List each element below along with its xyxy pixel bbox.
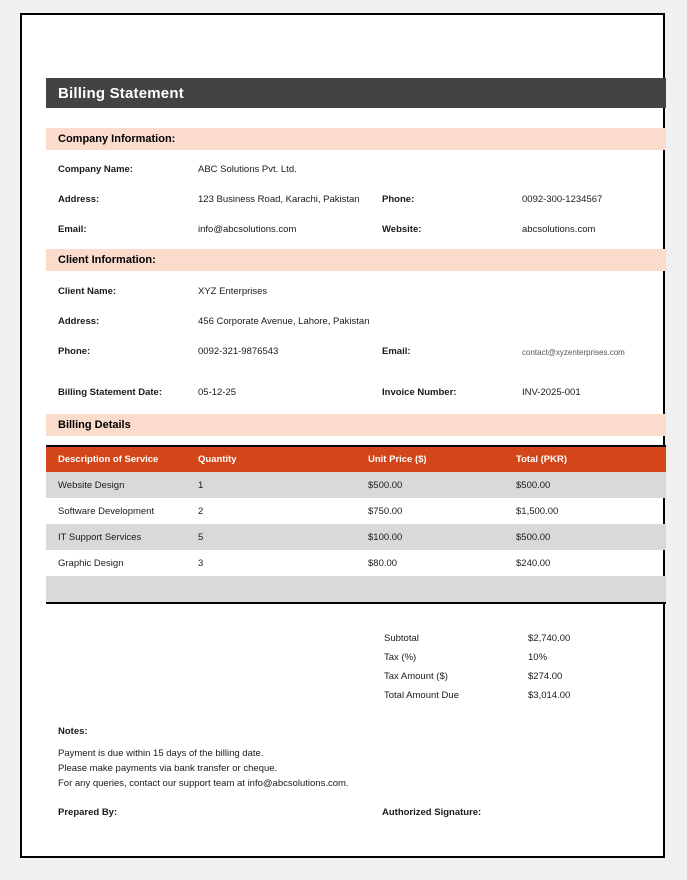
value-client-phone: 0092-321-9876543 (198, 346, 279, 357)
cell-unit-price: $750.00 (368, 505, 403, 517)
table-row-empty (46, 576, 666, 602)
cell-description: IT Support Services (58, 531, 142, 543)
table-header-row (46, 447, 666, 472)
value-client-name: XYZ Enterprises (198, 286, 268, 297)
table-row (46, 498, 666, 524)
cell-description: Graphic Design (58, 557, 124, 569)
column-header-total: Total (PKR) (516, 454, 568, 465)
notes-line: Please make payments via bank transfer or cheque. (58, 763, 278, 774)
column-header-description: Description of Service (58, 454, 159, 465)
label-billing-statement-date: Billing Statement Date: (58, 387, 162, 398)
value-client-address: 456 Corporate Avenue, Lahore, Pakistan (198, 316, 370, 327)
cell-description: Software Development (58, 505, 155, 517)
cell-quantity: 5 (198, 531, 204, 543)
cell-total: $500.00 (516, 531, 551, 543)
label-total-amount-due: Total Amount Due (384, 690, 459, 701)
cell-unit-price: $500.00 (368, 479, 403, 491)
field-row-company-email (46, 224, 666, 240)
field-row-client-phone (46, 346, 666, 362)
table-row (46, 550, 666, 576)
label-company-email: Email: (58, 224, 87, 235)
value-company-name: ABC Solutions Pvt. Ltd. (198, 164, 297, 175)
section-header-company-information (46, 128, 666, 150)
value-billing-statement-date: 05-12-25 (198, 387, 237, 398)
value-subtotal: $2,740.00 (528, 633, 571, 644)
section-header-billing-label: Billing Details (58, 419, 131, 431)
label-prepared-by: Prepared By: (58, 807, 118, 818)
field-row-company-name (46, 164, 666, 180)
notes-title: Notes: (58, 726, 88, 737)
totals-row-tax-percent (46, 652, 666, 671)
totals-row-total-due (46, 690, 666, 709)
column-header-quantity: Quantity (198, 454, 237, 465)
cell-total: $240.00 (516, 557, 551, 569)
table-row (46, 524, 666, 550)
section-header-client-information (46, 249, 666, 271)
signature-row (46, 807, 666, 823)
notes-body (58, 746, 349, 791)
cell-total: $1,500.00 (516, 505, 559, 517)
value-client-email: contact@xyzenterprises.com (522, 348, 625, 357)
label-client-address: Address: (58, 316, 100, 327)
table-row (46, 472, 666, 498)
cell-description: Website Design (58, 479, 125, 491)
document-page (20, 13, 665, 858)
section-header-billing-details (46, 414, 666, 436)
cell-unit-price: $80.00 (368, 557, 398, 569)
cell-unit-price: $100.00 (368, 531, 403, 543)
billing-details-table (46, 445, 666, 604)
label-company-name: Company Name: (58, 164, 133, 175)
field-row-client-name (46, 286, 666, 302)
totals-row-tax-amount (46, 671, 666, 690)
label-company-website: Website: (382, 224, 422, 235)
field-row-company-address (46, 194, 666, 210)
cell-quantity: 1 (198, 479, 204, 491)
label-subtotal: Subtotal (384, 633, 419, 644)
label-client-name: Client Name: (58, 286, 117, 297)
field-row-client-address (46, 316, 666, 332)
document-title-bar (46, 78, 666, 108)
label-company-address: Address: (58, 194, 100, 205)
column-header-unit-price: Unit Price ($) (368, 454, 427, 465)
notes-line: For any queries, contact our support team at info@abcsolutions.com. (58, 778, 349, 789)
cell-total: $500.00 (516, 479, 551, 491)
value-company-address: 123 Business Road, Karachi, Pakistan (198, 194, 360, 205)
value-tax-percent: 10% (528, 652, 548, 663)
value-company-email: info@abcsolutions.com (198, 224, 297, 235)
value-tax-amount: $274.00 (528, 671, 563, 682)
page-title: Billing Statement (58, 84, 184, 102)
value-total-amount-due: $3,014.00 (528, 690, 571, 701)
value-invoice-number: INV-2025-001 (522, 387, 581, 398)
label-authorized-signature: Authorized Signature: (382, 807, 482, 818)
cell-quantity: 2 (198, 505, 204, 517)
totals-row-subtotal (46, 633, 666, 652)
value-company-website: abcsolutions.com (522, 224, 596, 235)
label-company-phone: Phone: (382, 194, 415, 205)
label-client-phone: Phone: (58, 346, 91, 357)
value-company-phone: 0092-300-1234567 (522, 194, 603, 205)
totals-summary (46, 633, 666, 709)
section-header-client-label: Client Information: (58, 254, 156, 266)
cell-quantity: 3 (198, 557, 204, 569)
notes-line: Payment is due within 15 days of the billing date. (58, 748, 264, 759)
label-client-email: Email: (382, 346, 411, 357)
section-header-company-label: Company Information: (58, 133, 176, 145)
field-row-billing-date (46, 387, 666, 403)
label-tax-percent: Tax (%) (384, 652, 417, 663)
label-invoice-number: Invoice Number: (382, 387, 457, 398)
label-tax-amount: Tax Amount ($) (384, 671, 448, 682)
